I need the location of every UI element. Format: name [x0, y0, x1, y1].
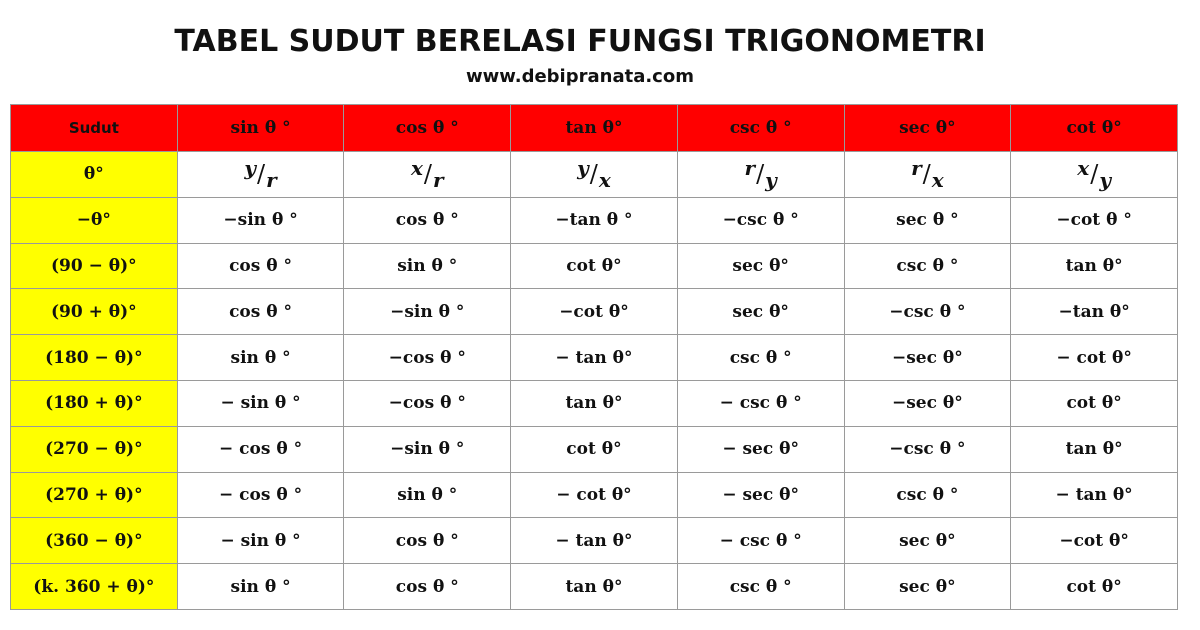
ratio-numerator: y — [244, 156, 257, 181]
value-cell: −csc θ ° — [677, 197, 844, 243]
value-cell: tan θ° — [511, 380, 678, 426]
table-row — [11, 472, 1178, 518]
value-cell: −sec θ° — [844, 335, 1011, 381]
value-cell: sec θ° — [677, 289, 844, 335]
angle-cell: (180 + θ)° — [11, 380, 178, 426]
value-cell: sec θ ° — [844, 197, 1011, 243]
value-cell: tan θ° — [511, 564, 678, 610]
value-cell: −cot θ ° — [1011, 197, 1178, 243]
table-row — [11, 197, 1178, 243]
angle-cell: (k. 360 + θ)° — [11, 564, 178, 610]
table-header-row — [11, 105, 1178, 152]
value-cell: −sec θ° — [844, 380, 1011, 426]
value-cell: − tan θ° — [511, 335, 678, 381]
ratio-cell: r/x — [844, 152, 1011, 198]
ratio-denominator: x — [598, 168, 611, 193]
angle-cell: (180 − θ)° — [11, 335, 178, 381]
table-row — [11, 518, 1178, 564]
value-cell: csc θ ° — [677, 564, 844, 610]
value-cell: cos θ ° — [344, 564, 511, 610]
ratio-denominator: y — [765, 168, 777, 193]
value-cell: − cos θ ° — [177, 472, 344, 518]
angle-cell: −θ° — [11, 197, 178, 243]
value-cell: −tan θ ° — [511, 197, 678, 243]
value-cell: csc θ ° — [844, 243, 1011, 289]
table-row — [11, 564, 1178, 610]
value-cell: cot θ° — [1011, 380, 1178, 426]
ratio-cell: x/r — [344, 152, 511, 198]
header-csc: csc θ ° — [677, 105, 844, 152]
value-cell: − sec θ° — [677, 472, 844, 518]
ratio-denominator: y — [1099, 168, 1111, 193]
value-cell: −cos θ ° — [344, 380, 511, 426]
ratio-numerator: r — [744, 156, 756, 181]
value-cell: sin θ ° — [344, 472, 511, 518]
angle-cell: θ° — [11, 152, 178, 198]
ratio-cell: y/x — [511, 152, 678, 198]
table-row — [11, 380, 1178, 426]
value-cell: sin θ ° — [177, 335, 344, 381]
value-cell: cos θ ° — [177, 243, 344, 289]
table-row — [11, 335, 1178, 381]
header-sudut: Sudut — [11, 105, 178, 152]
value-cell: cot θ° — [511, 243, 678, 289]
value-cell: sin θ ° — [344, 243, 511, 289]
value-cell: cos θ ° — [344, 518, 511, 564]
value-cell: −sin θ ° — [344, 289, 511, 335]
trig-table — [10, 104, 1178, 610]
angle-cell: (360 − θ)° — [11, 518, 178, 564]
angle-cell: (270 − θ)° — [11, 426, 178, 472]
angle-cell: (270 + θ)° — [11, 472, 178, 518]
angle-cell: (90 + θ)° — [11, 289, 178, 335]
ratio-denominator: r — [433, 168, 444, 193]
table-row — [11, 289, 1178, 335]
value-cell: −cot θ° — [1011, 518, 1178, 564]
header-cos: cos θ ° — [344, 105, 511, 152]
value-cell: csc θ ° — [844, 472, 1011, 518]
value-cell: − cot θ° — [1011, 335, 1178, 381]
value-cell: −csc θ ° — [844, 426, 1011, 472]
header-cot: cot θ° — [1011, 105, 1178, 152]
ratio-numerator: r — [911, 156, 922, 181]
value-cell: − csc θ ° — [677, 380, 844, 426]
value-cell: −csc θ ° — [844, 289, 1011, 335]
ratio-denominator: r — [266, 168, 277, 193]
ratio-cell: r/y — [677, 152, 844, 198]
ratio-numerator: x — [410, 156, 423, 181]
value-cell: sec θ° — [677, 243, 844, 289]
value-cell: − cos θ ° — [177, 426, 344, 472]
value-cell: − sin θ ° — [177, 380, 344, 426]
value-cell: −sin θ ° — [177, 197, 344, 243]
angle-cell: (90 − θ)° — [11, 243, 178, 289]
value-cell: cot θ° — [511, 426, 678, 472]
ratio-cell: y/r — [177, 152, 344, 198]
value-cell: − sec θ° — [677, 426, 844, 472]
value-cell: sin θ ° — [177, 564, 344, 610]
table-row — [11, 426, 1178, 472]
value-cell: − csc θ ° — [677, 518, 844, 564]
table-row — [11, 243, 1178, 289]
header-sin: sin θ ° — [177, 105, 344, 152]
value-cell: cot θ° — [1011, 564, 1178, 610]
value-cell: − cot θ° — [511, 472, 678, 518]
ratio-numerator: x — [1077, 156, 1090, 181]
value-cell: sec θ° — [844, 518, 1011, 564]
header-sec: sec θ° — [844, 105, 1011, 152]
ratio-row — [11, 152, 1178, 198]
value-cell: −cos θ ° — [344, 335, 511, 381]
ratio-cell: x/y — [1011, 152, 1178, 198]
value-cell: cos θ ° — [177, 289, 344, 335]
ratio-denominator: x — [931, 168, 944, 193]
page-subtitle: www.debipranata.com — [466, 66, 694, 87]
value-cell: −sin θ ° — [344, 426, 511, 472]
value-cell: tan θ° — [1011, 426, 1178, 472]
ratio-numerator: y — [577, 156, 589, 181]
value-cell: − tan θ° — [1011, 472, 1178, 518]
value-cell: −cot θ° — [511, 289, 678, 335]
value-cell: −tan θ° — [1011, 289, 1178, 335]
page-title: TABEL SUDUT BERELASI FUNGSI TRIGONOMETRI — [174, 24, 986, 59]
value-cell: sec θ° — [844, 564, 1011, 610]
value-cell: tan θ° — [1011, 243, 1178, 289]
header-tan: tan θ° — [511, 105, 678, 152]
value-cell: csc θ ° — [677, 335, 844, 381]
value-cell: − tan θ° — [511, 518, 678, 564]
value-cell: cos θ ° — [344, 197, 511, 243]
value-cell: − sin θ ° — [177, 518, 344, 564]
